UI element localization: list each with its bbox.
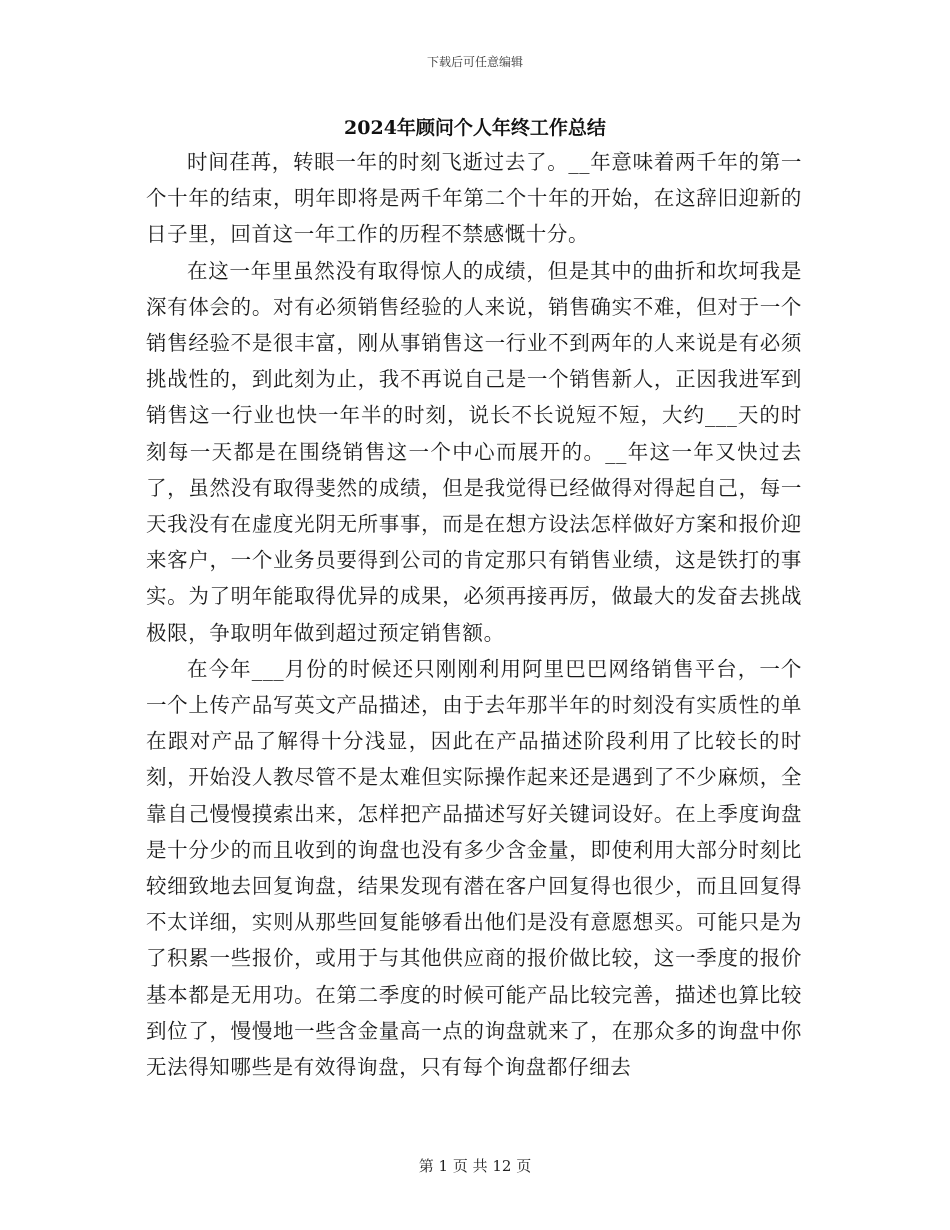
paragraph-3: 在今年___月份的时候还只刚刚利用阿里巴巴网络销售平台，一个一个上传产品写英文产品描述，由于去年那半年的时刻没有实质性的单在跟对产品了解得十分浅显，因此在产品描述阶段利用了比较长的时刻，开始没人教尽管不是太难但实际操作起来还是遇到了不少麻烦，全靠自己慢慢摸索出来，怎样把产品描述写好关键词设好。在上季度询盘是十分少的而且收到的询盘也没有多少含金量，即使利用大部分时刻比较细致地去回复询盘，结果发现有潜在客户回复得也很少，而且回复得不太详细，实则从那些回复能够看出他们是没有意愿想买。可能只是为了积累一些报价，或用于与其他供应商的报价做比较，这一季度的报价基本都是无用功。在第二季度的时候可能产品比较完善，描述也算比较到位了，慢慢地一些含金量高一点的询盘就来了，在那众多的询盘中你无法得知哪些是有效得询盘，只有每个询盘都仔细去 bbox=[146, 656, 802, 1080]
paragraph-1: 时间荏苒，转眼一年的时刻飞逝过去了。__年意味着两千年的第一个十年的结束，明年即将是两千年第二个十年的开始，在这辞旧迎新的日子里，回首这一年工作的历程不禁感慨十分。 bbox=[146, 150, 802, 247]
paragraph-2: 在这一年里虽然没有取得惊人的成绩，但是其中的曲折和坎坷我是深有体会的。对有必须销售经验的人来说，销售确实不难，但对于一个销售经验不是很丰富，刚从事销售这一行业不到两年的人来说是有必须挑战性的，到此刻为止，我不再说自己是一个销售新人，正因我进军到销售这一行业也快一年半的时刻，说长不长说短不短，大约___天的时刻每一天都是在围绕销售这一个中心而展开的。__年这一年又快过去了，虽然没有取得斐然的成绩，但是我觉得已经做得对得起自己，每一天我没有在虚度光阴无所事事，而是在想方设法怎样做好方案和报价迎来客户，一个业务员要得到公司的肯定那只有销售业绩，这是铁打的事实。为了明年能取得优异的成果，必须再接再厉，做最大的发奋去挑战极限，争取明年做到超过预定销售额。 bbox=[146, 258, 802, 645]
page-header-note: 下载后可任意编辑 bbox=[426, 55, 523, 69]
document-title: 2024年顾问个人年终工作总结 bbox=[344, 117, 606, 139]
document-body bbox=[146, 144, 802, 1085]
page-number-indicator: 第 1 页 共 12 页 bbox=[418, 1157, 532, 1175]
